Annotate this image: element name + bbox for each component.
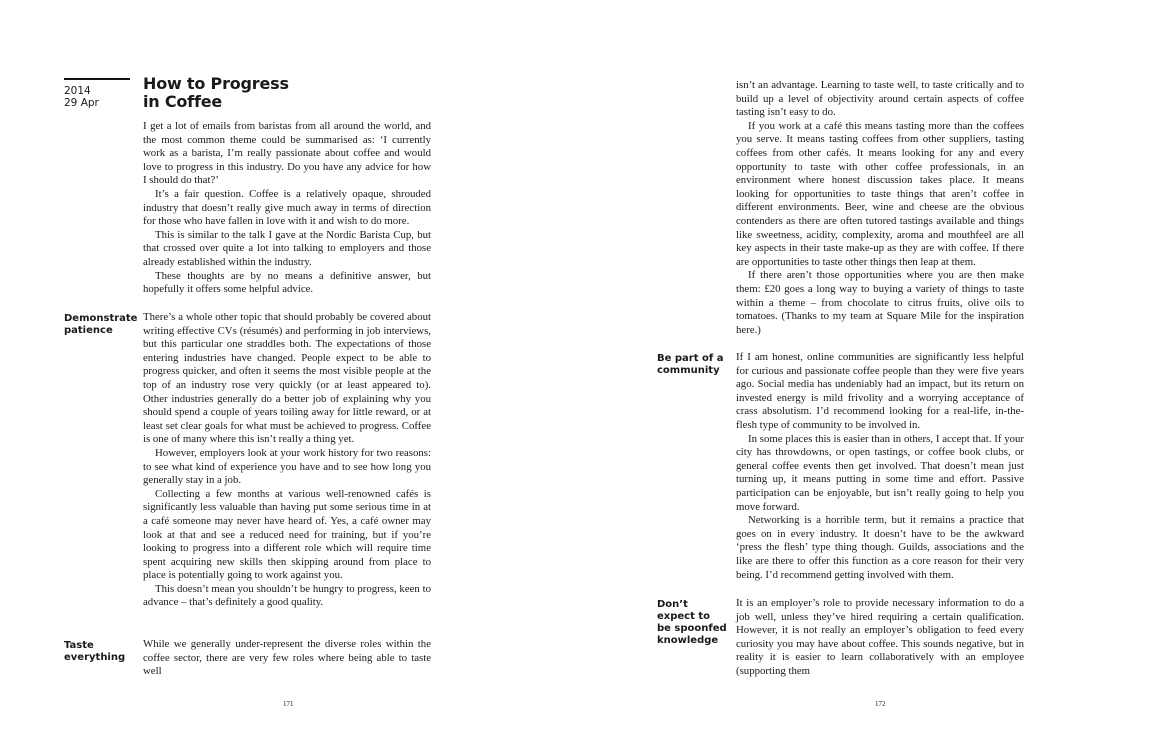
date-year: 2014 — [64, 85, 91, 97]
section-body-patience — [143, 311, 431, 610]
left-page — [0, 0, 584, 746]
intro-text — [143, 120, 431, 297]
paragraph: While we generally under-represent the diverse roles within the coffee sector, there are very few roles where being able to taste well — [143, 638, 431, 678]
date-day-month: 29 Apr — [64, 97, 99, 109]
right-page — [585, 0, 1169, 746]
heading-line: Demonstrate — [64, 313, 138, 324]
paragraph: If I am honest, online communities are significantly less helpful for curious and passionate coffee people than they were five years ago. Social media has undeniably had an impact, but its return on invested energy is mild frivolity and a worrying acceptance of crass absolutism. I’d recommend looking for a real-life, in-the-flesh type of community to be involved in. — [736, 351, 1024, 431]
heading-line: Taste — [64, 640, 94, 651]
heading-line: Don’t — [657, 599, 688, 610]
section-heading-spoonfed — [657, 599, 731, 647]
heading-line: patience — [64, 325, 113, 336]
section-body-spoonfed — [736, 597, 1024, 679]
paragraph: It is an employer’s role to provide necessary information to do a job well, unless they’ve hired requiring a certain qualification. However, it is not really an employer’s obligation to feed every curiosity you may have about coffee. This sounds negative, but in reality it is easier to learn collaboratively with an employee (supporting them — [736, 597, 1024, 677]
heading-line: knowledge — [657, 635, 719, 646]
paragraph: This doesn’t mean you shouldn’t be hungry to progress, keen to advance – that’s definitely a good quality. — [143, 582, 431, 609]
heading-line: everything — [64, 652, 126, 663]
paragraph: Networking is a horrible term, but it remains a practice that goes on in every industry. It doesn’t have to be the awkward ‘press the flesh’ type thing though. Guilds, associations and the like are there to offer this function as a core reason for their very being. I’d recommend getting involved with them. — [736, 514, 1024, 581]
section-heading-community — [657, 353, 731, 377]
heading-line: community — [657, 365, 720, 376]
heading-line: expect to — [657, 611, 711, 622]
paragraph: If you work at a café this means tasting more than the coffees you serve. It means tasting coffees from other suppliers, tasting coffees from other cafés. It means looking for any and every opportunity to taste with other coffee professionals, in an environment where honest discussion takes place. It means looking for opportunities to taste things that aren’t coffee in different environments. Beer, wine and cheese are the obvious contenders as there are often tutored tastings available and things like sweetness, acidity, complexity, aroma and mouthfeel are all key aspects in their taste make-up as they are with coffee. If there are opportunities to taste other things then leap at them. — [736, 119, 1024, 268]
title-line-1: How to Progress — [143, 74, 289, 93]
section-heading-taste — [64, 640, 138, 664]
section-body-community — [736, 351, 1024, 582]
paragraph: There’s a whole other topic that should probably be covered about writing effective CVs (résumés) and performing in job interviews, but this particular one straddles both. The expectations of those entering industries have changed. People expect to be able to progress quicker, and often it seems the most visible people at the top of an industry rose very quickly (or at least appeared to). Other industries generally do a better job of explaining why you should spend a couple of years toiling away for little reward, or at least set clear goals for what must be achieved to progress. Coffee is one of many where this isn’t really a thing yet. — [143, 311, 431, 446]
heading-line: Be part of a — [657, 353, 724, 364]
paragraph: In some places this is easier than in others, I accept that. If your city has throwdowns, or open tastings, or coffee book clubs, or general coffee events then get involved. That doesn’t mean just turning up, it means putting in some time and effort. Passive participation can be enjoyable, but isn’t really going to help you move forward. — [736, 432, 1024, 513]
paragraph: isn’t an advantage. Learning to taste well, to taste critically and to build up a level of objectivity around certain aspects of coffee tasting isn’t easy to do. — [736, 79, 1024, 119]
paragraph: It’s a fair question. Coffee is a relatively opaque, shrouded industry that doesn’t really give much away in terms of direction for those who have fallen in love with it and wish to do more. — [143, 187, 431, 228]
article-date — [64, 78, 130, 109]
section-body-taste — [143, 638, 431, 679]
paragraph: This is similar to the talk I gave at the Nordic Barista Cup, but that crossed over quite a lot into talking to employers and those already established within the industry. — [143, 228, 431, 268]
article-title — [143, 75, 289, 111]
paragraph: These thoughts are by no means a definitive answer, but hopefully it offers some helpful advice. — [143, 269, 431, 296]
title-line-2: in Coffee — [143, 92, 223, 111]
paragraph: I get a lot of emails from baristas from all around the world, and the most common theme could be summarised as: ‘I currently work as a barista, I’m really passionate about coffee and would love to progress in this industry. Do you have any advice for how I should do that?’ — [143, 120, 431, 187]
paragraph: If there aren’t those opportunities where you are then make them: £20 goes a long way to buying a variety of things to taste within a theme – from chocolate to citrus fruits, olive oils to tomatoes. (Thanks to my team at Square Mile for the inspiration here.) — [736, 269, 1024, 336]
continuation-text — [736, 79, 1024, 337]
section-heading-patience — [64, 313, 138, 337]
paragraph: However, employers look at your work history for two reasons: to see what kind of experience you have and to see how long you generally stay in a job. — [143, 446, 431, 487]
page-number: 171 — [283, 700, 294, 708]
page-number: 172 — [875, 700, 886, 708]
paragraph: Collecting a few months at various well-renowned cafés is significantly less valuable than having put some serious time in at a café someone may never have heard of. Yes, a café owner may look at that and see a reduced need for training, but if you’re looking to progress into a different role which will require time spent acquiring new skills then skipping around from place to place is potentially going to work against you. — [143, 487, 431, 582]
heading-line: be spoonfed — [657, 623, 727, 634]
